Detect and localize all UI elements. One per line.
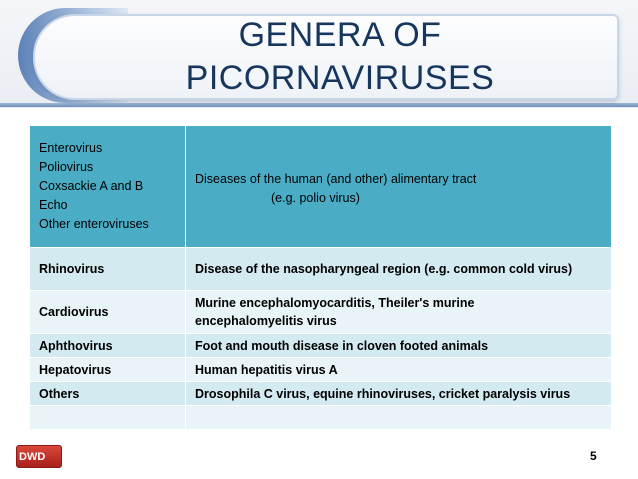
genus-label: Other enteroviruses — [39, 217, 149, 231]
genus-label: Echo — [39, 198, 68, 212]
table-cell-genus: Cardiovirus — [30, 291, 186, 334]
page-number: 5 — [590, 449, 597, 463]
description-text: Murine encephalomyocarditis, Theiler's murine — [195, 296, 475, 310]
genera-table — [29, 125, 612, 430]
slide-title-line1: GENERA OF — [238, 16, 442, 54]
table-cell-description — [186, 291, 612, 334]
header-rule — [0, 103, 638, 107]
table-cell-description — [186, 126, 612, 248]
table-cell-genus — [30, 406, 186, 430]
table-row — [30, 406, 612, 430]
table-cell-genus: Rhinovirus — [30, 248, 186, 291]
genus-label: Enterovirus — [39, 141, 103, 155]
table-cell-description — [186, 406, 612, 430]
table-cell-description — [186, 358, 612, 382]
table-row — [30, 382, 612, 406]
description-text: Diseases of the human (and other) alimentary tract — [195, 171, 477, 186]
description-text: (e.g. polio virus) — [271, 190, 360, 205]
table-cell-genera — [30, 126, 186, 248]
table-row — [30, 291, 612, 334]
table-cell-genus: Others — [30, 382, 186, 406]
table-cell-description — [186, 382, 612, 406]
table-cell-genus: Aphthovirus — [30, 334, 186, 358]
description-text: encephalomyelitis virus — [195, 314, 337, 328]
description-text: Drosophila C virus, equine rhinoviruses, cricket paralysis virus — [195, 386, 571, 401]
table-row — [30, 248, 612, 291]
slide-title-line2: PICORNAVIRUSES — [185, 59, 495, 97]
genus-label: Coxsackie A and B — [39, 179, 144, 193]
description-text: Disease of the nasopharyngeal region (e.g. common cold virus) — [195, 262, 573, 276]
genus-label: Poliovirus — [39, 160, 94, 174]
dwd-badge[interactable]: DWD — [16, 445, 62, 468]
table-cell-description — [186, 248, 612, 291]
table-row-enterovirus — [30, 126, 612, 248]
description-text: Human hepatitis virus A — [195, 362, 338, 377]
table-cell-genus: Hepatovirus — [30, 358, 186, 382]
table-row — [30, 334, 612, 358]
table-cell-description — [186, 334, 612, 358]
description-text: Foot and mouth disease in cloven footed animals — [195, 338, 489, 353]
table-row — [30, 358, 612, 382]
slide-title — [150, 14, 530, 100]
